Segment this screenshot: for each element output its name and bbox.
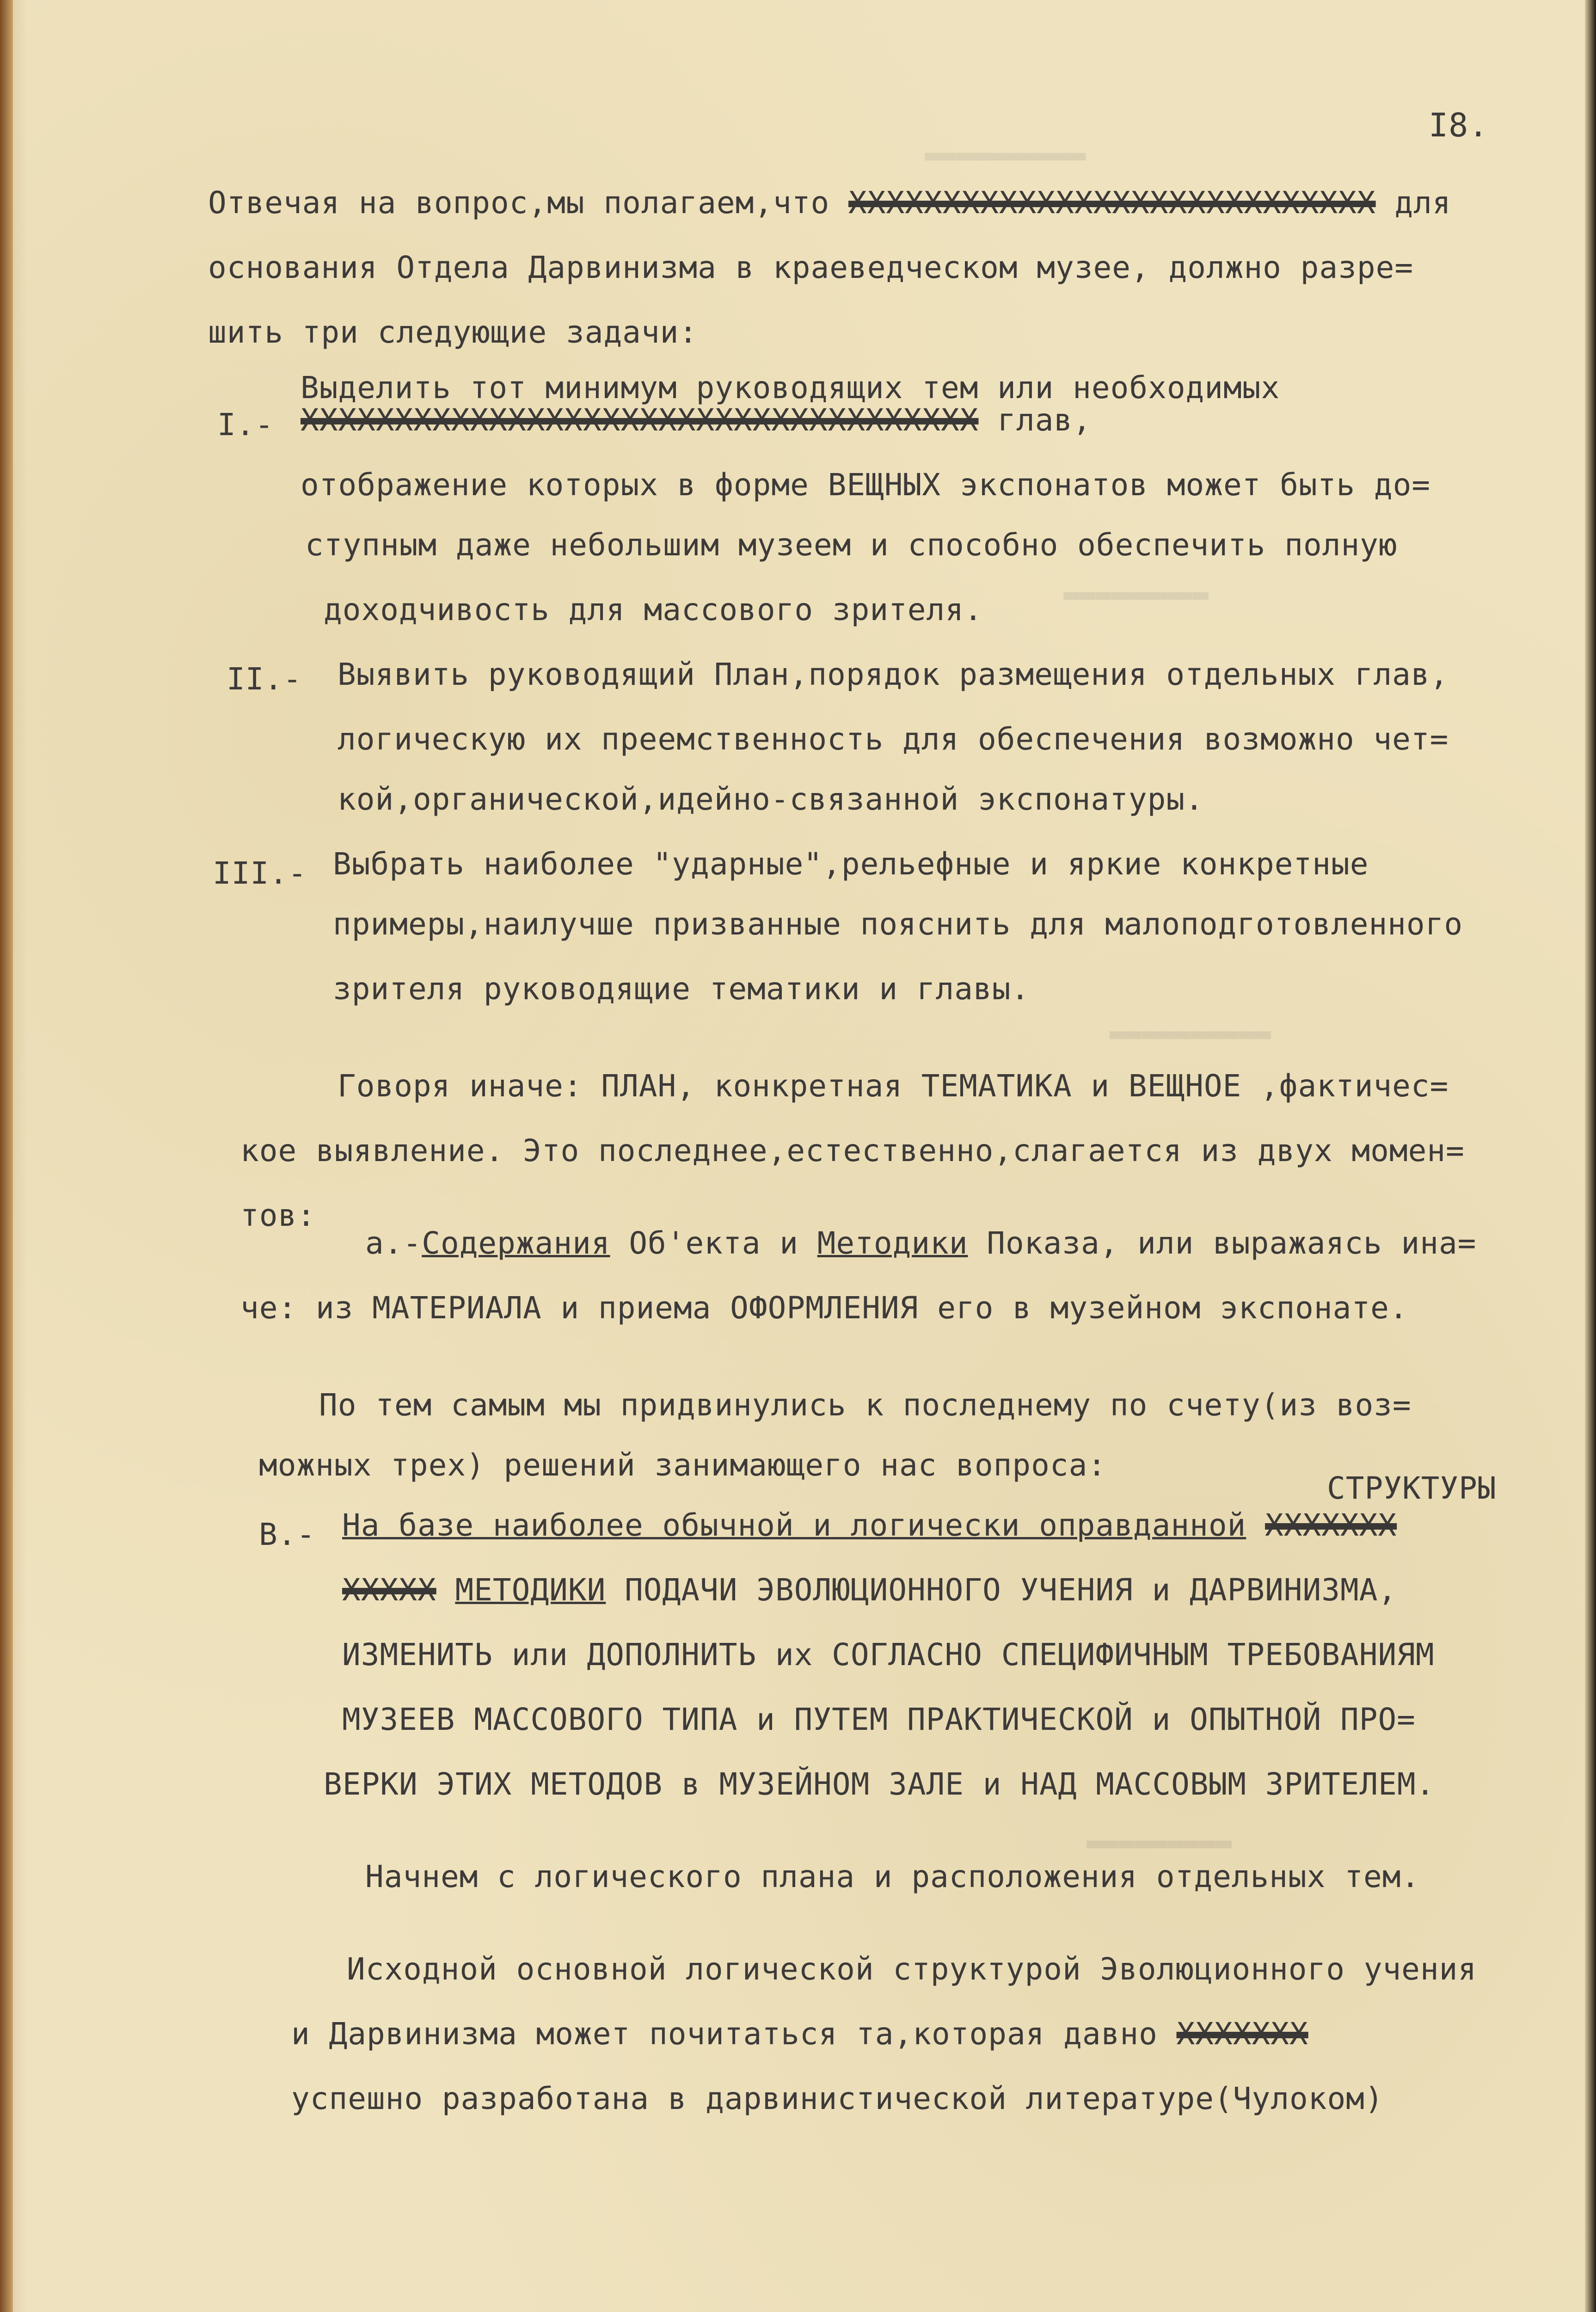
paragraph-3-line-2: можных трех) решений занимающего нас вопроса: — [259, 1447, 1107, 1483]
paragraph-2-line-4: че: из МАТЕРИАЛА и приема ОФОРМЛЕНИЯ его в музейном экспонате. — [240, 1290, 1408, 1326]
item-1-marker: I.- — [217, 407, 274, 443]
item-3-marker: III.- — [213, 855, 307, 891]
item-1-line-2: отображение которых в форме ВЕЩНЫХ экспонатов может быть до= — [301, 467, 1431, 503]
item-b-line-3: ИЗМЕНИТЬ или ДОПОЛНИТЬ их СОГЛАСНО СПЕЦИФИЧНЫМ ТРЕБОВАНИЯМ — [342, 1637, 1435, 1673]
item-1-line-4: доходчивость для массового зрителя. — [324, 592, 983, 627]
item-2-marker: II.- — [227, 661, 302, 697]
paragraph-1-line-2: основания Отдела Дарвинизма в краеведческом музее, должно разре= — [208, 250, 1414, 285]
page-number: I8. — [1429, 106, 1489, 144]
paragraph-5-line-1: Исходной основной логической структурой Эволюционного учения — [347, 1951, 1477, 1987]
paragraph-2-line-3b: а.-Содержания Об'екта и Методики Показа, или выражаясь ина= — [365, 1225, 1477, 1261]
paragraph-1-line-3: шить три следующие задачи: — [208, 314, 698, 350]
paragraph-2-line-3: тов: — [240, 1198, 316, 1233]
paragraph-5-line-3: успешно разработана в дарвинистической литературе(Чулоком) — [291, 2081, 1384, 2116]
show-through-mark: ▬▬▬▬▬▬▬▬▬▬ — [925, 139, 1087, 170]
paragraph-2-line-1: Говоря иначе: ПЛАН, конкретная ТЕМАТИКА и ВЕЩНОЕ ,фактичес= — [338, 1068, 1449, 1104]
item-1-line-1: XXXXXXXXXXXXXXXXXXXXXXXXXXXXXXXXXXXX глав, — [301, 402, 1092, 438]
show-through-mark: ▬▬▬▬▬▬▬▬▬ — [1063, 578, 1209, 609]
paragraph-2-line-2: кое выявление. Это последнее,естественно,слагается из двух момен= — [240, 1133, 1465, 1168]
item-b-line-5: ВЕРКИ ЭТИХ МЕТОДОВ в МУЗЕЙНОМ ЗАЛЕ и НАД МАССОВЫМ ЗРИТЕЛЕМ. — [324, 1766, 1435, 1802]
item-2-line-2: логическую их преемственность для обеспечения возможно чет= — [338, 721, 1449, 757]
show-through-mark: ▬▬▬▬▬▬▬▬▬▬ — [1110, 1017, 1271, 1049]
item-3-line-1: Выбрать наиболее "ударные",рельефные и яркие конкретные — [333, 846, 1369, 882]
item-b-line-2: XXXXX МЕТОДИКИ ПОДАЧИ ЭВОЛЮЦИОННОГО УЧЕНИЯ и ДАРВИНИЗМА, — [342, 1572, 1397, 1608]
item-b-line-4: МУЗЕЕВ МАССОВОГО ТИПА и ПУТЕМ ПРАКТИЧЕСКОЙ и ОПЫТНОЙ ПРО= — [342, 1702, 1416, 1737]
paragraph-5-line-2: и Дарвинизма может почитаться та,которая давно XXXXXXX — [291, 2016, 1308, 2052]
page-right-edge — [1585, 0, 1596, 2312]
item-1-line-3: ступным даже небольшим музеем и способно обеспечить полную — [305, 527, 1398, 563]
binding-edge — [0, 0, 13, 2312]
item-3-line-3: зрителя руководящие тематики и главы. — [333, 971, 1030, 1007]
item-1-insertion: Выделить тот минимум руководящих тем или необходимых — [301, 370, 1280, 406]
show-through-mark: ▬▬▬▬▬▬▬▬▬ — [1087, 1826, 1232, 1858]
paragraph-1-line-1: Отвечая на вопрос,мы полагаем,что XXXXXXXXXXXXXXXXXXXXXXXXXXXX для — [208, 185, 1451, 221]
item-2-line-1: Выявить руководящий План,порядок размещения отдельных глав, — [338, 657, 1449, 692]
paragraph-3-line-1: По тем самым мы придвинулись к последнему по счету(из воз= — [319, 1387, 1412, 1423]
item-b-line-1: На базе наиболее обычной и логически оправданной XXXXXXX — [342, 1507, 1397, 1543]
paragraph-4-line-1: Начнем с логического плана и расположения отдельных тем. — [365, 1859, 1420, 1894]
item-2-line-3: кой,органической,идейно-связанной экспонатуры. — [338, 781, 1204, 817]
item-b-marker: В.- — [259, 1517, 316, 1552]
paragraph-3-insertion: СТРУКТУРЫ — [1327, 1470, 1497, 1506]
item-3-line-2: примеры,наилучше призванные пояснить для малоподготовленного — [333, 906, 1463, 942]
